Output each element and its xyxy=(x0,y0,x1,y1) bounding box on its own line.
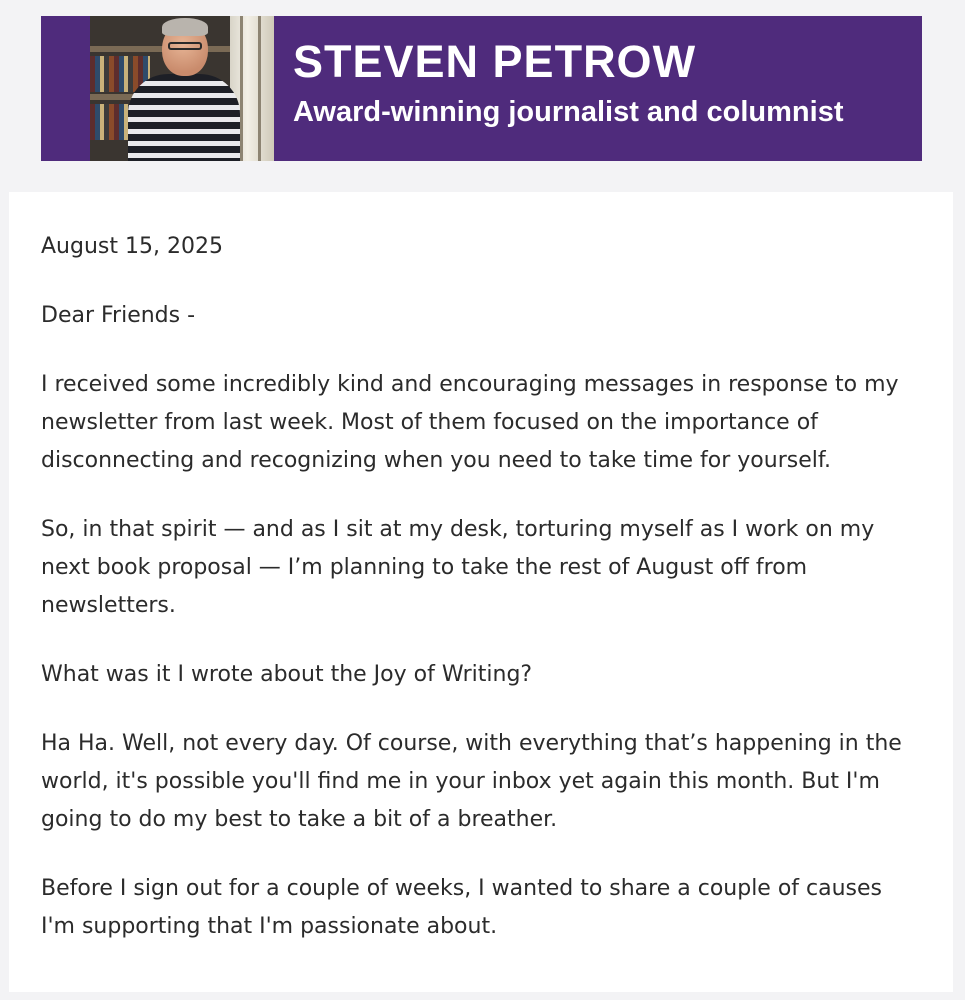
author-photo xyxy=(90,16,274,161)
letter-paragraph: Before I sign out for a couple of weeks, I wanted to share a couple of causes I'm supporting that I'm passionate about. xyxy=(41,876,883,939)
letter-paragraph: What was it I wrote about the Joy of Writing? xyxy=(41,662,533,687)
letter-card xyxy=(9,192,953,992)
newsletter-banner xyxy=(41,16,922,161)
letter-paragraph: So, in that spirit — and as I sit at my desk, torturing myself as I work on my next book proposal — I’m planning to take the rest of August off from newsletters. xyxy=(41,517,875,618)
letter-paragraph: Ha Ha. Well, not every day. Of course, with everything that’s happening in the world, it's possible you'll find me in your inbox yet again this month. But I'm going to do my best to take a bit of a breather. xyxy=(41,731,902,832)
letter-date: August 15, 2025 xyxy=(41,234,223,259)
letter-greeting: Dear Friends - xyxy=(41,303,196,328)
letter-paragraph: I received some incredibly kind and encouraging messages in response to my newsletter from last week. Most of them focused on the importance of disconnecting and recognizing when you need to take time for yourself. xyxy=(41,372,899,473)
banner-title: STEVEN PETROW xyxy=(293,36,697,87)
letter-body xyxy=(41,228,921,977)
banner-subtitle: Award-winning journalist and columnist xyxy=(293,96,844,128)
